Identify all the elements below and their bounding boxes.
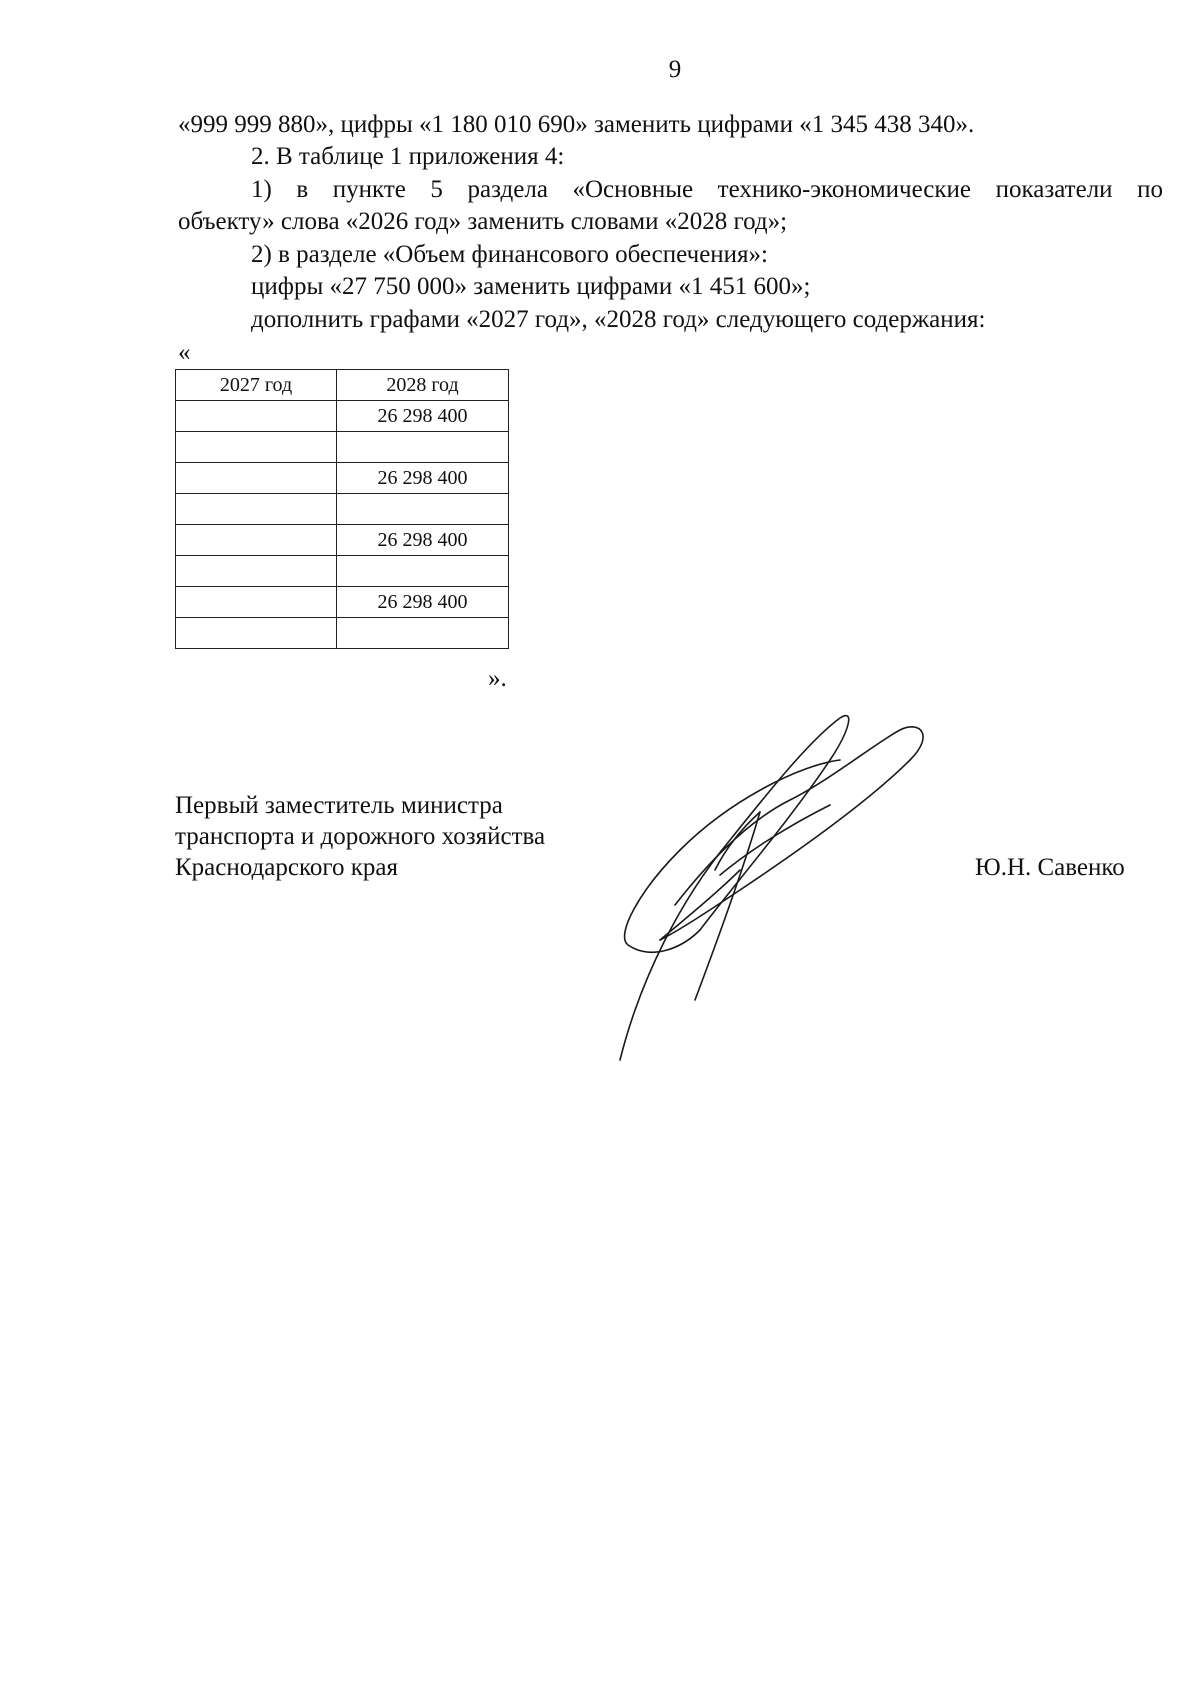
table-cell xyxy=(176,556,337,587)
table-row xyxy=(176,401,509,432)
table-cell xyxy=(337,556,509,587)
paragraph-subitem-2: 2) в разделе «Объем финансового обеспечения»: xyxy=(251,241,769,268)
table-cell xyxy=(176,525,337,556)
opening-quote: « xyxy=(178,339,191,366)
table-cell xyxy=(176,432,337,463)
table-row xyxy=(176,494,509,525)
amendment-table xyxy=(175,369,509,649)
table-cell: 26 298 400 xyxy=(337,525,509,556)
table-cell xyxy=(337,432,509,463)
paragraph-continuation: «999 999 880», цифры «1 180 010 690» заменить цифрами «1 345 438 340». xyxy=(178,111,975,138)
table-cell: 26 298 400 xyxy=(337,587,509,618)
table-row xyxy=(176,587,509,618)
table-header-row xyxy=(176,370,509,401)
position-line-2: транспорта и дорожного хозяйства xyxy=(175,823,546,850)
paragraph-replace-figures: цифры «27 750 000» заменить цифрами «1 451 600»; xyxy=(251,273,811,300)
paragraph-subitem-1-line2: объекту» слова «2026 год» заменить словами «2028 год»; xyxy=(178,208,788,235)
table-cell xyxy=(176,401,337,432)
signatory-position xyxy=(175,790,545,883)
table-row xyxy=(176,556,509,587)
table-cell xyxy=(176,463,337,494)
closing-quote: ». xyxy=(488,665,507,692)
table-row xyxy=(176,432,509,463)
position-line-3: Краснодарского края xyxy=(175,854,398,881)
table-row xyxy=(176,463,509,494)
table-cell xyxy=(337,494,509,525)
table-header-2028: 2028 год xyxy=(337,370,509,401)
table-cell: 26 298 400 xyxy=(337,463,509,494)
page-number: 9 xyxy=(668,56,682,83)
position-line-1: Первый заместитель министра xyxy=(175,792,503,819)
table-cell xyxy=(176,587,337,618)
paragraph-item-2: 2. В таблице 1 приложения 4: xyxy=(251,143,565,170)
table-cell xyxy=(176,618,337,649)
paragraph-subitem-1-line1: 1) в пункте 5 раздела «Основные технико-экономические показатели по xyxy=(251,176,1163,203)
signatory-name: Ю.Н. Савенко xyxy=(975,854,1125,881)
table-cell xyxy=(176,494,337,525)
paragraph-add-columns: дополнить графами «2027 год», «2028 год» следующего содержания: xyxy=(251,306,986,333)
table-row xyxy=(176,525,509,556)
table-header-2027: 2027 год xyxy=(176,370,337,401)
handwritten-signature xyxy=(600,700,980,1080)
table-row xyxy=(176,618,509,649)
table-cell xyxy=(337,618,509,649)
table-cell: 26 298 400 xyxy=(337,401,509,432)
